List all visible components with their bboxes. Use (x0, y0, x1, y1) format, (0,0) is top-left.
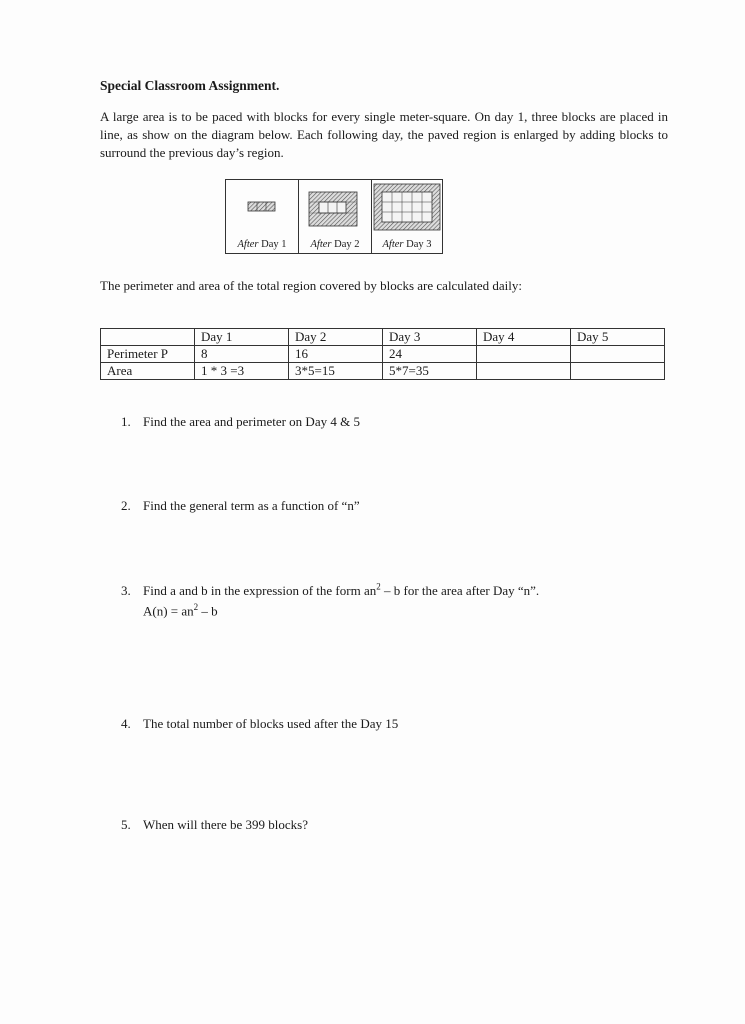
question-text: Find the area and perimeter on Day 4 & 5 (143, 414, 360, 429)
question-5 (121, 817, 308, 833)
table-cell: Day 3 (383, 329, 477, 346)
diagram-day-2 (299, 180, 372, 253)
table-cell (101, 329, 195, 346)
question-number: 5. (121, 817, 131, 832)
intro-paragraph: A large area is to be paced with blocks for every single meter-square. On day 1, three blocks are placed in line, as show on the diagram below. Each following day, the paved region is enlarged by adding blocks to surround the previous day’s region. (100, 109, 668, 160)
page-title: Special Classroom Assignment. (100, 78, 280, 93)
table-cell (571, 363, 665, 380)
block-diagram (225, 179, 443, 254)
table-cell: 24 (383, 346, 477, 363)
table-cell: Day 1 (195, 329, 289, 346)
table-cell (571, 346, 665, 363)
diagram-caption: After Day 1 (237, 239, 287, 250)
table-cell: Day 4 (477, 329, 571, 346)
perimeter-area-table (100, 328, 665, 380)
question-text: When will there be 399 blocks? (143, 817, 308, 832)
day-2-blocks-figure (299, 180, 372, 240)
diagram-day-3 (372, 180, 442, 253)
table-cell: Area (101, 363, 195, 380)
table-cell: 5*7=35 (383, 363, 477, 380)
table-cell: Day 5 (571, 329, 665, 346)
question-text: Find a and b in the expression of the form $an^2$ – b for the area after Day “n”. (143, 582, 540, 599)
table-cell: 1 * 3 =3 (195, 363, 289, 380)
question-2 (121, 498, 360, 514)
day-3-blocks-figure (372, 180, 442, 240)
question-number: 1. (121, 414, 131, 429)
table-cell (477, 363, 571, 380)
question-1 (121, 414, 360, 430)
table-row (101, 329, 665, 346)
question-number: 3. (121, 583, 131, 599)
day-1-blocks-figure (226, 180, 299, 240)
perimeter-area-intro: The perimeter and area of the total region covered by blocks are calculated daily: (100, 278, 522, 293)
question-text: Find the general term as a function of “n” (143, 498, 360, 513)
question-text: The total number of blocks used after the Day 15 (143, 716, 399, 731)
table-cell: 8 (195, 346, 289, 363)
table-cell: Perimeter P (101, 346, 195, 363)
question-number: 4. (121, 716, 131, 731)
table-cell (477, 346, 571, 363)
question-4 (121, 716, 398, 732)
question-number: 2. (121, 498, 131, 513)
diagram-caption: After Day 2 (310, 239, 360, 250)
table-cell: 16 (289, 346, 383, 363)
question-3 (121, 582, 539, 620)
question-3-formula: $A(n) = an^2 - b$ (143, 602, 218, 619)
table-row (101, 346, 665, 363)
diagram-caption: After Day 3 (382, 239, 432, 250)
table-cell: Day 2 (289, 329, 383, 346)
diagram-day-1 (226, 180, 299, 253)
table-row (101, 363, 665, 380)
table-cell: 3*5=15 (289, 363, 383, 380)
